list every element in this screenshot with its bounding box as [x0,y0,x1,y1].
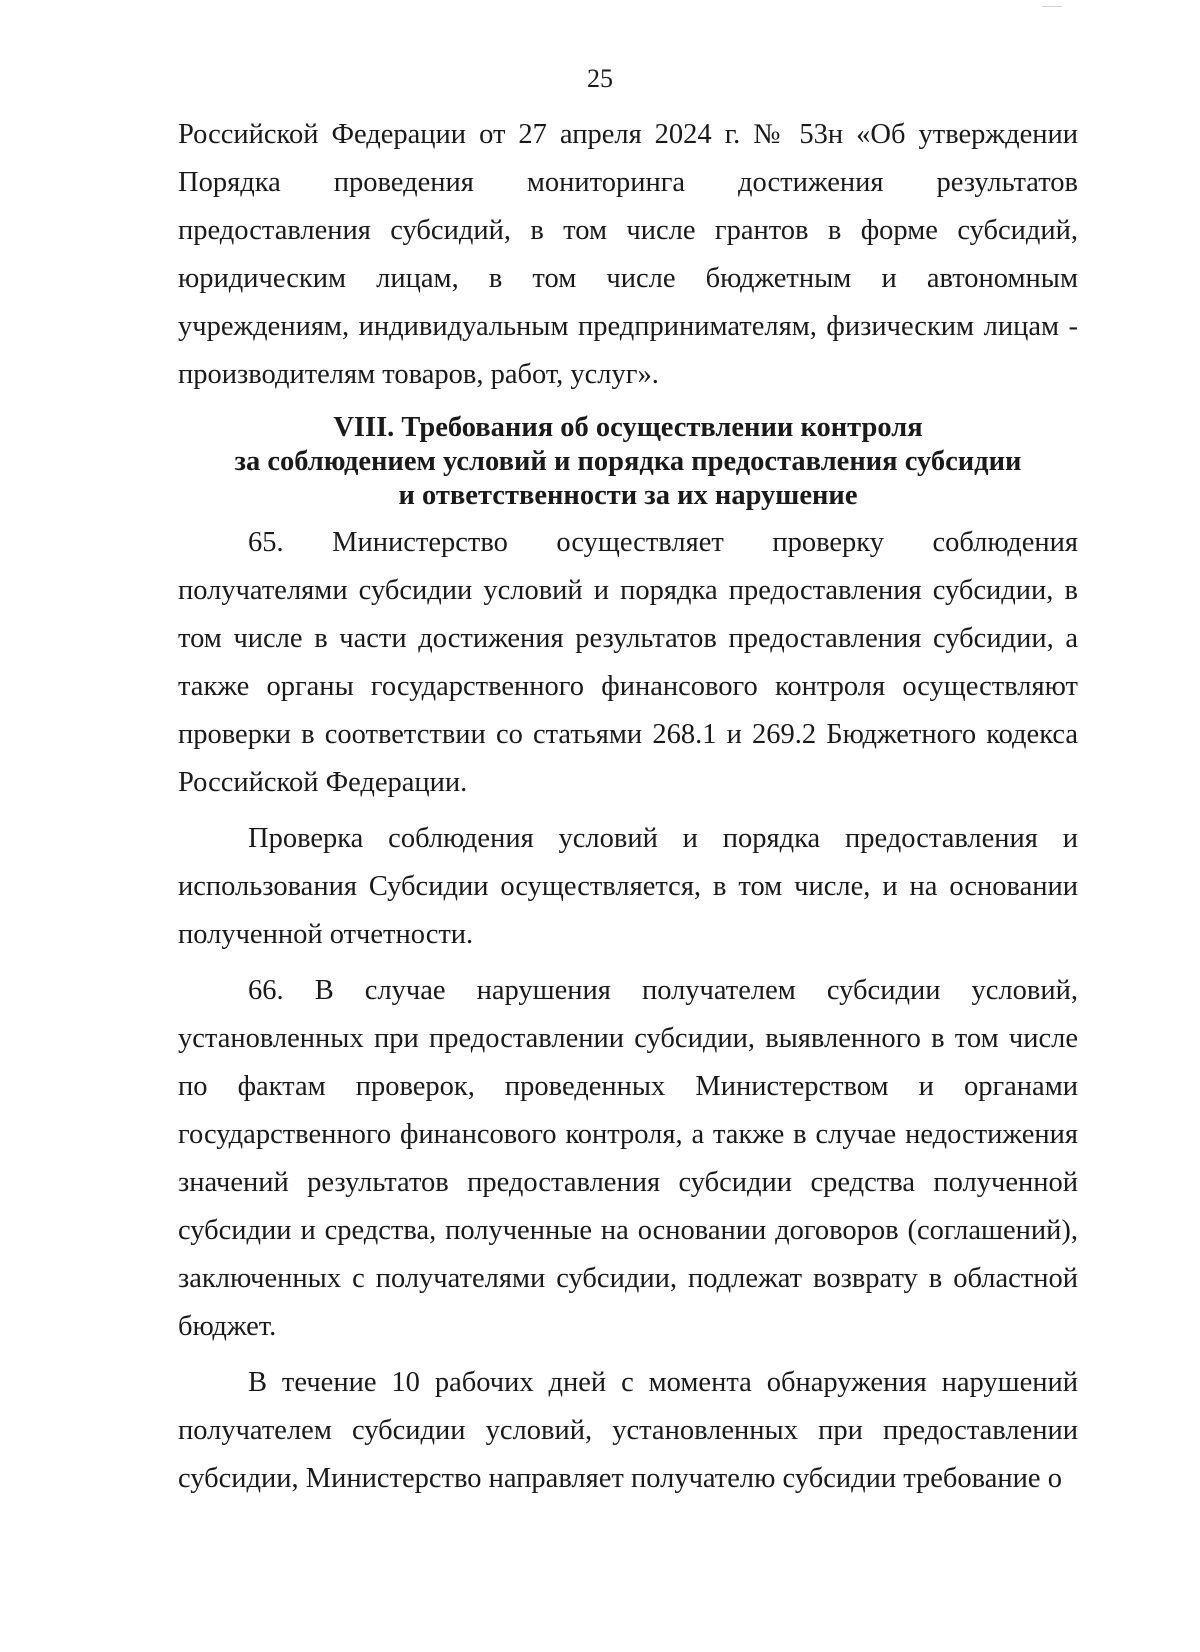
continuation-paragraph: Российской Федерации от 27 апреля 2024 г. № 53н «Об утверждении Порядка проведения мониторинга достижения результатов предоставления субсидий, в том числе грантов в форме субсидий, юридическим лицам, в том числе бюджетным и автономным учреждениям, индивидуальным предпринимателям, физическим лицам - производителям товаров, работ, услуг». [178,119,1078,390]
scan-mark [1042,6,1062,7]
section-heading-line-1: VIII. Требования об осуществлении контроля [333,412,923,443]
paragraph-65: 65. Министерство осуществляет проверку соблюдения получателями субсидии условий и порядка предоставления субсидии, в том числе в части достижения результатов предоставления субсидии, а также органы государственного финансового контроля осуществляют проверки в соответствии со статьями 268.1 и 269.2 Бюджетного кодекса Российской Федерации. [178,527,1078,798]
page-number: 25 [587,64,613,93]
paragraph-66: 66. В случае нарушения получателем субсидии условий, установленных при предоставлении субсидии, выявленного в том числе по фактам проверок, проведенных Министерством и органами государственного финансового контроля, а также в случае недостижения значений результатов предоставления субсидии средства полученной субсидии и средства, полученные на основании договоров (соглашений), заключенных с получателями субсидии, подлежат возврату в областной бюджет. [178,975,1078,1342]
section-heading [178,411,1078,513]
document-body [178,111,1078,1503]
paragraph-65-verification: Проверка соблюдения условий и порядка предоставления и использования Субсидии осуществляется, в том числе, и на основании полученной отчетности. [178,823,1078,950]
section-heading-line-2: за соблюдением условий и порядка предоставления субсидии [234,446,1022,477]
section-heading-line-3: и ответственности за их нарушение [398,480,858,511]
paragraph-66-requirement: В течение 10 рабочих дней с момента обнаружения нарушений получателем субсидии условий, установленных при предоставлении субсидии, Министерство направляет получателю субсидии требование о [178,1367,1078,1494]
